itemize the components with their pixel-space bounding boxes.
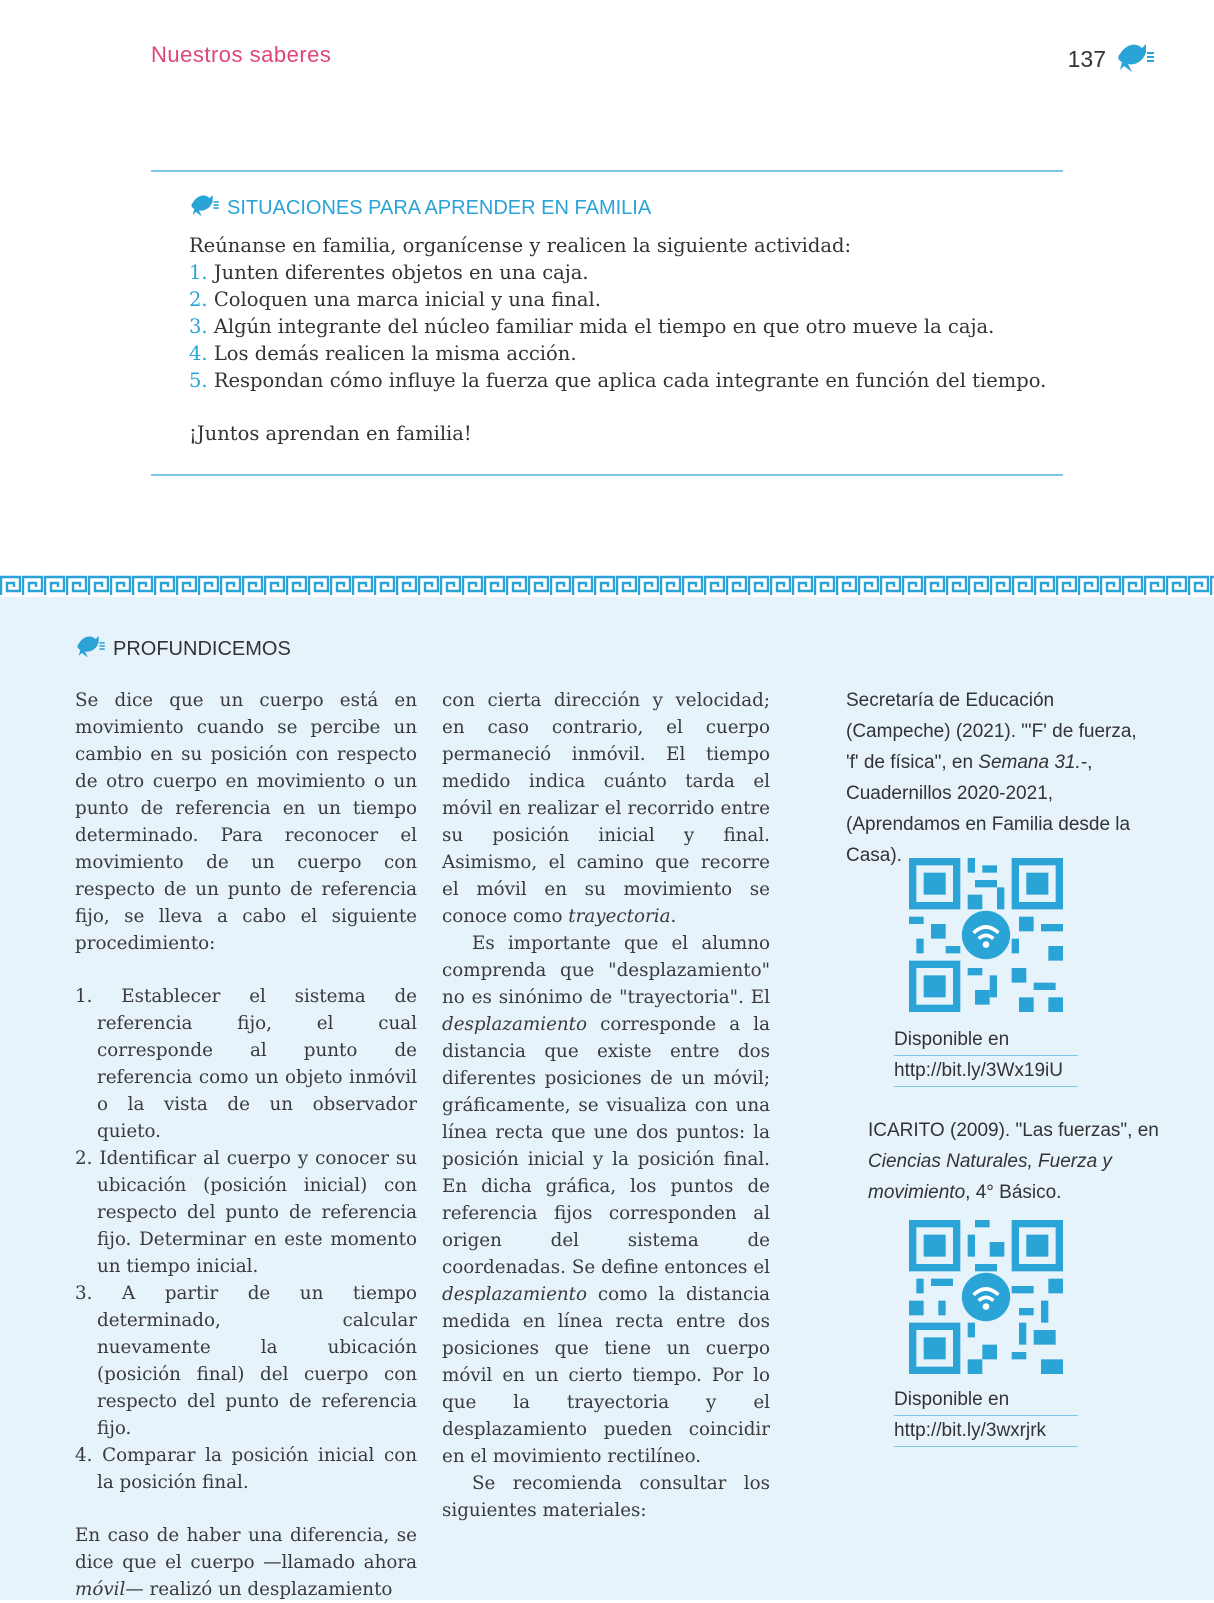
list-item: 5. Respondan cómo influye la fuerza que aplica cada integrante en función del tiempo. [189,369,1047,392]
bird-icon [75,633,107,665]
list-item: 2. Coloquen una marca inicial y una final. [189,288,601,311]
paragraph: Es importante que el alumno comprenda que "desplazamiento" no es sinónimo de "trayectoria". El desplazamiento corresponde a la distancia que existe entre dos diferentes posiciones de un móvil; gráficamente, se visualiza con una línea recta que une dos puntos: la posición inicial y la posición final. En dicha gráfica, los puntos de referencia fijos corresponden al origen del sistema de coordenadas. Se define entonces el desplazamiento como la distancia medida en línea recta entre dos posiciones que tiene un cuerpo móvil en un cierto tiempo. Por lo que la trayectoria y el desplazamiento pueden coincidir en el movimiento rectilíneo. [442,933,770,1467]
paragraph: Se recomienda consultar los siguientes materiales: [442,1473,770,1521]
profundicemos-title: PROFUNDICEMOS [113,637,291,660]
list-item: 1. Junten diferentes objetos en una caja. [189,261,589,284]
reference-2: ICARITO (2009). "Las fuerzas", en Ciencias Naturales, Fuerza y movimiento, 4° Básico. [868,1120,1159,1203]
qr-code-1[interactable] [909,858,1063,1012]
list-item: 3. Algún integrante del núcleo familiar mida el tiempo en que otro mueve la caja. [189,315,995,338]
profundicemos-panel [0,575,1214,1600]
family-box-title: SITUACIONES PARA APRENDER EN FAMILIA [227,196,652,219]
text-column-2 [442,687,770,1524]
paragraph: Se dice que un cuerpo está en movimiento cuando se percibe un cambio en su posición con respecto de otro cuerpo en movimiento o un punto de referencia en un tiempo determinado. Para reconocer el movimiento de un cuerpo con respecto de un punto de referencia fijo, se lleva a cabo el siguiente procedimiento: [75,690,417,954]
reference-1: Secretaría de Educación (Campeche) (2021). "'F' de fuerza, 'f' de física", en Semana 31.-, Cuadernillos 2020-2021, (Aprendamos en Familia desde la Casa). [846,690,1137,866]
family-steps-list [189,259,1046,394]
available-label: Disponible en [894,1025,1078,1056]
list-item: 4. Comparar la posición inicial con la posición final. [75,1445,418,1493]
availability-1 [894,1025,1078,1087]
family-intro: Reúnanse en familia, organícense y realicen la siguiente actividad: [189,234,852,257]
availability-2 [894,1385,1078,1447]
paragraph: En caso de haber una diferencia, se dice que el cuerpo —llamado ahora móvil— realizó un desplazamiento [75,1525,417,1600]
paragraph: con cierta dirección y velocidad; en caso contrario, el cuerpo permaneció inmóvil. El tiempo medido indica cuánto tarda el móvil en realizar el recorrido entre su posición inicial y final. Asimismo, el camino que recorre el móvil en su movimiento se conoce como trayectoria. [442,690,770,927]
list-item: 4. Los demás realicen la misma acción. [189,342,577,365]
reference-link[interactable]: http://bit.ly/3wxrjrk [894,1416,1078,1447]
family-closing: ¡Juntos aprendan en familia! [189,422,472,445]
page-header-right [1068,40,1156,78]
available-label: Disponible en [894,1385,1078,1416]
reference-link[interactable]: http://bit.ly/3Wx19iU [894,1056,1078,1087]
family-box-body [189,232,1046,447]
bird-icon [189,192,221,224]
family-box-heading [189,192,651,224]
section-title: Nuestros saberes [151,42,332,67]
bird-icon [1116,40,1156,78]
text-column-1 [75,687,417,1603]
page-number: 137 [1067,45,1106,72]
list-item: 3. A partir de un tiempo determinado, calcular nuevamente la ubicación (posición final) del cuerpo con respecto del punto de referencia fijo. [75,1283,417,1439]
procedure-list [75,983,417,1496]
family-activity-box [151,170,1063,476]
profundicemos-heading [75,633,291,665]
list-item: 2. Identificar al cuerpo y conocer su ubicación (posición inicial) con respecto del punto de referencia fijo. Determinar en este momento un tiempo inicial. [75,1148,417,1277]
qr-code-2[interactable] [909,1220,1063,1374]
greek-key-border [0,575,1214,597]
list-item: 1. Establecer el sistema de referencia fijo, el cual corresponde al punto de referencia como un objeto inmóvil o la vista de un observador quieto. [75,986,417,1142]
